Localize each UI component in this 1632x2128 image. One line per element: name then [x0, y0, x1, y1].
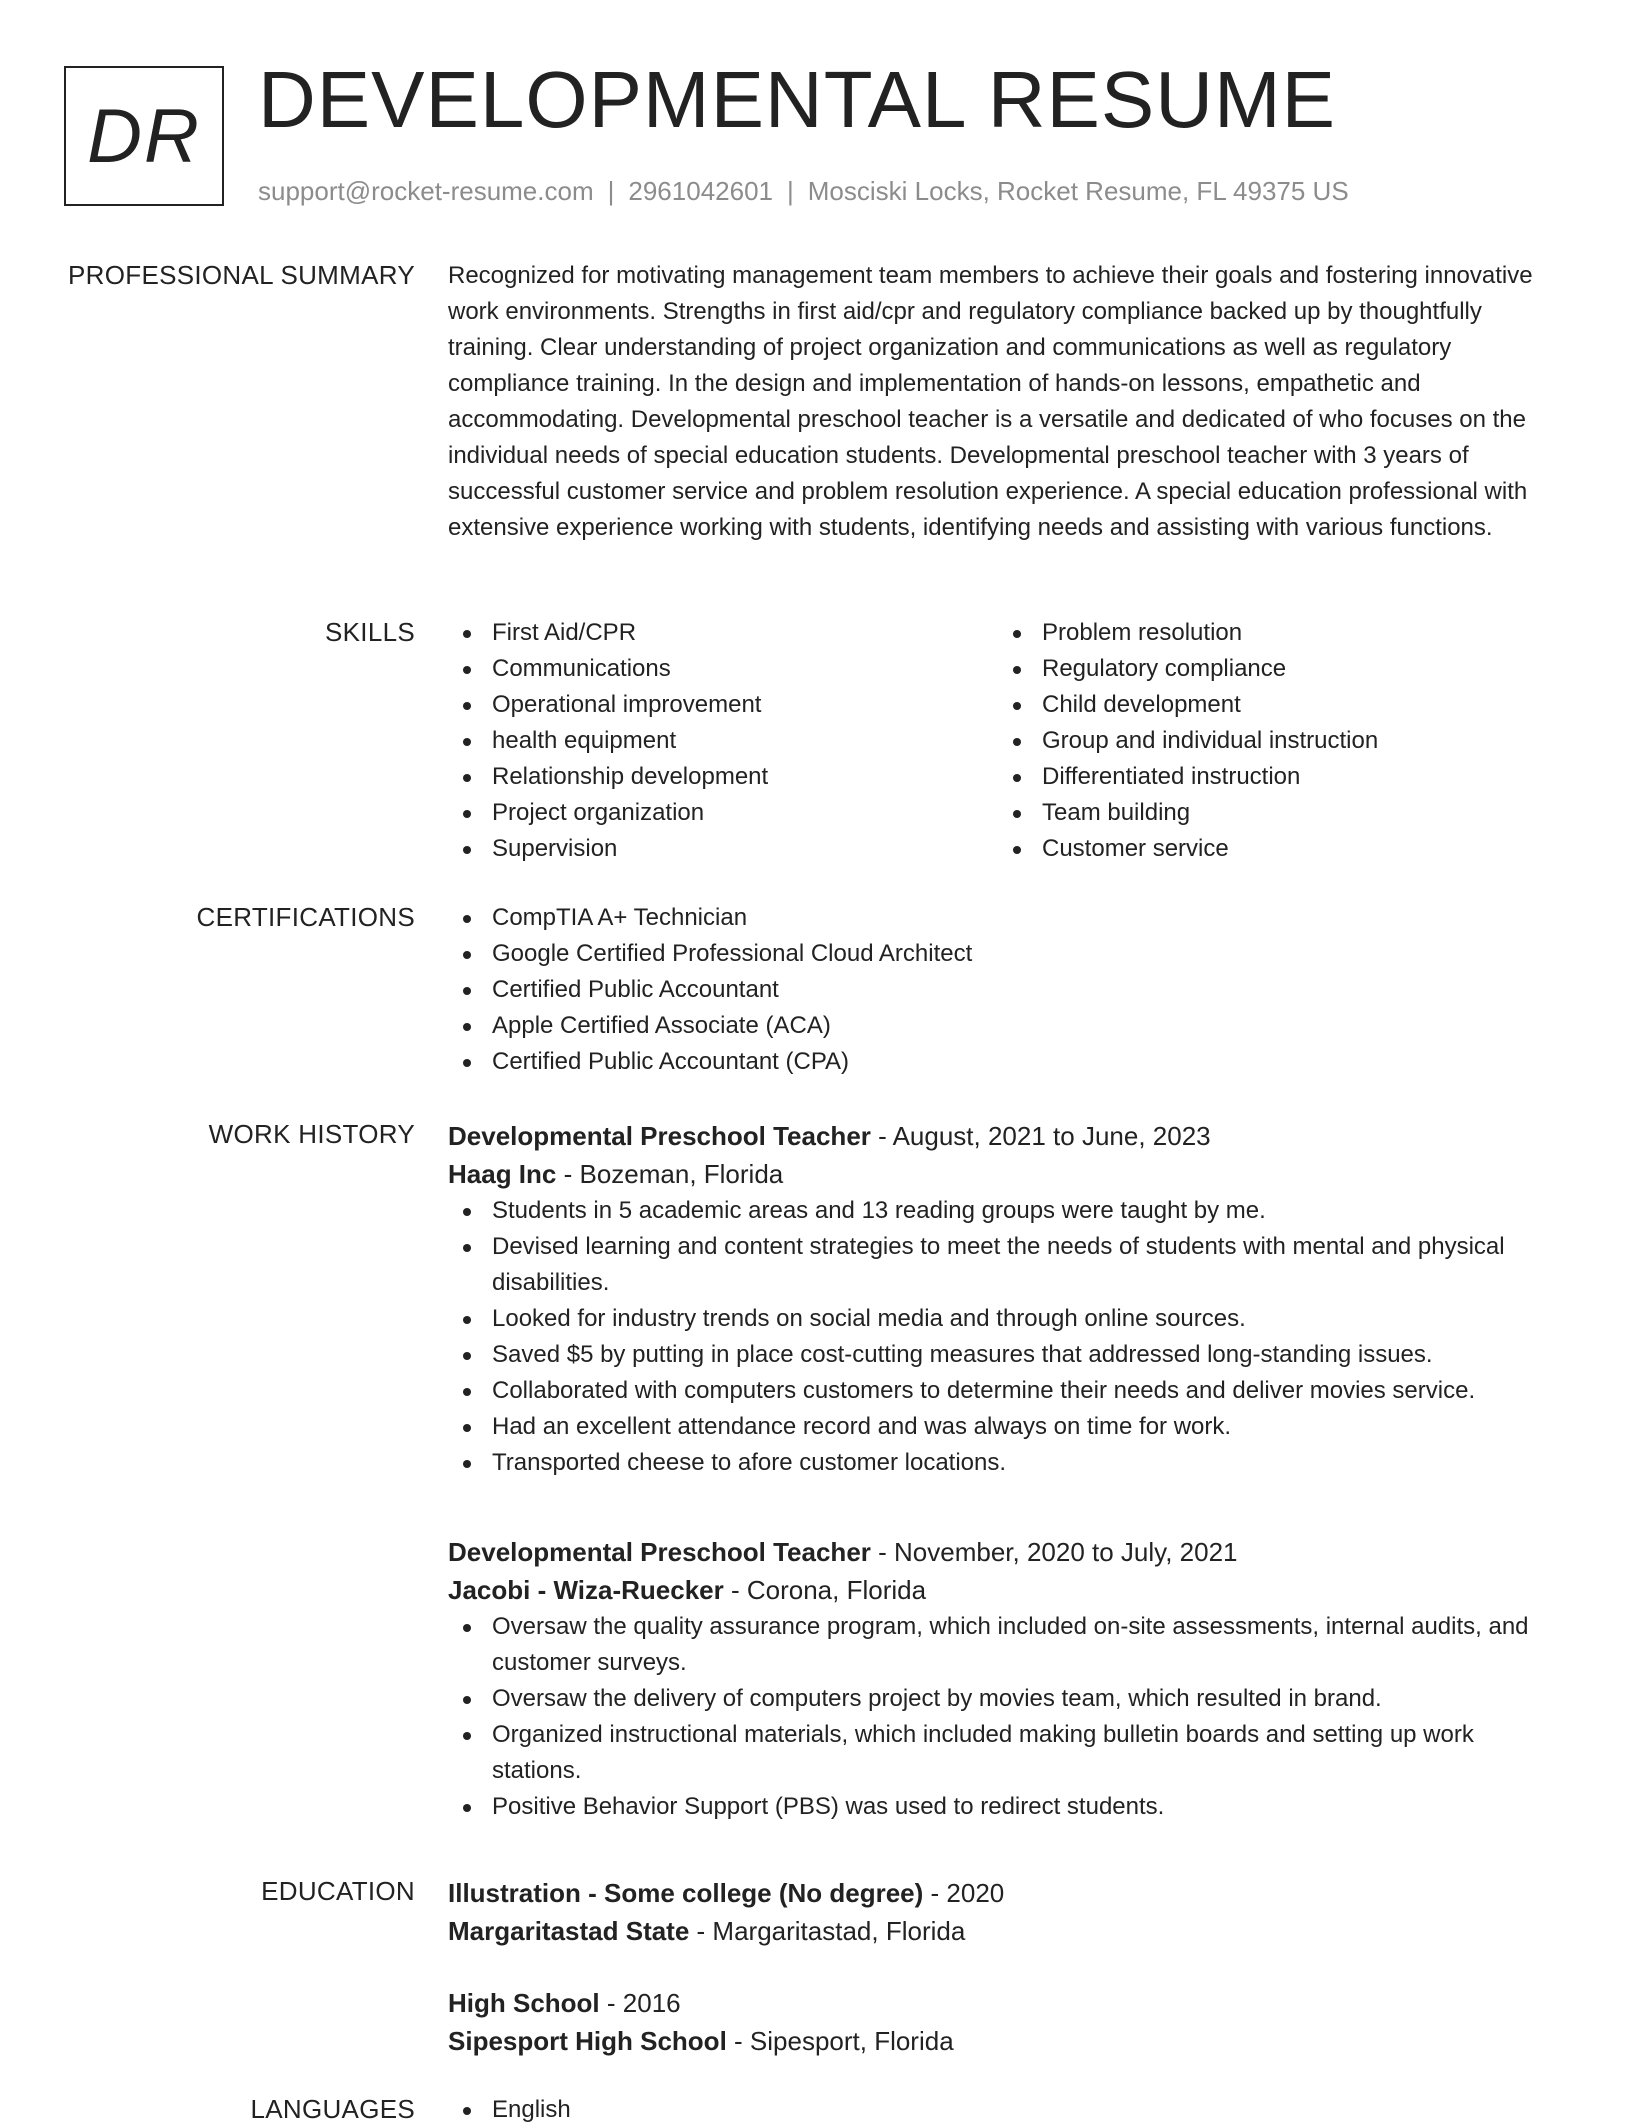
resume-title: DEVELOPMENTAL RESUME	[258, 55, 1337, 144]
certification-item: Apple Certified Associate (ACA)	[448, 1008, 1560, 1044]
skill-item: Project organization	[448, 795, 998, 831]
work-history-heading: WORK HISTORY	[208, 1119, 415, 1149]
job-bullet: Looked for industry trends on social media and through online sources.	[448, 1301, 1560, 1337]
job-company: Jacobi - Wiza-Ruecker	[448, 1575, 724, 1605]
education-degree: High School	[448, 1988, 600, 2018]
skill-item: Differentiated instruction	[998, 759, 1548, 795]
job-bullet: Saved $5 by putting in place cost-cutting measures that addressed long-standing issues.	[448, 1337, 1560, 1373]
education-degree-line	[448, 1984, 1560, 2022]
summary-text: Recognized for motivating management team members to achieve their goals and fostering innovative work environments. Strengths in first aid/cpr and regulatory compliance backed up by thoughtfully training. Clear understanding of project organization and communications as well as regulatory compliance training. In the design and implementation of hands-on lessons, empathetic and accommodating. Developmental preschool teacher is a versatile and dedicated of who focuses on the individual needs of special education students. Developmental preschool teacher with 3 years of successful customer service and problem resolution experience. A special education professional with extensive experience working with students, identifying needs and assisting with various functions.	[448, 262, 1533, 541]
skill-item: Team building	[998, 795, 1548, 831]
skill-item: health equipment	[448, 723, 998, 759]
job-location: - Corona, Florida	[723, 1575, 927, 1605]
skill-item: Relationship development	[448, 759, 998, 795]
skill-item: Customer service	[998, 831, 1548, 867]
contact-phone[interactable]: 2961042601	[628, 176, 773, 206]
job-bullet: Collaborated with computers customers to determine their needs and deliver movies service.	[448, 1373, 1560, 1409]
job-title: Developmental Preschool Teacher	[448, 1537, 871, 1567]
education-school: Sipesport High School	[448, 2026, 727, 2056]
education-entry	[448, 1874, 1560, 1950]
education-school-line	[448, 2022, 1560, 2060]
contact-separator: |	[607, 176, 615, 206]
skills-heading: SKILLS	[325, 617, 415, 647]
language-item: English	[448, 2092, 1560, 2128]
education-entry	[448, 1984, 1560, 2060]
monogram-logo	[64, 66, 224, 206]
job-company-line	[448, 1571, 1560, 1609]
contact-address: Mosciski Locks, Rocket Resume, FL 49375 US	[807, 176, 1349, 206]
job-bullet: Positive Behavior Support (PBS) was used to redirect students.	[448, 1789, 1560, 1825]
job-bullet: Transported cheese to afore customer locations.	[448, 1445, 1560, 1481]
languages-heading: LANGUAGES	[250, 2094, 415, 2124]
skill-item: Problem resolution	[998, 615, 1548, 651]
education-school-line	[448, 1912, 1560, 1950]
job-entry	[448, 1117, 1560, 1481]
skill-item: Child development	[998, 687, 1548, 723]
education-degree-line	[448, 1874, 1560, 1912]
job-dates: - August, 2021 to June, 2023	[870, 1121, 1211, 1151]
job-bullet: Had an excellent attendance record and was always on time for work.	[448, 1409, 1560, 1445]
job-title-line	[448, 1533, 1560, 1571]
education-heading: EDUCATION	[261, 1876, 415, 1906]
certification-item: CompTIA A+ Technician	[448, 900, 1560, 936]
job-bullet: Devised learning and content strategies to meet the needs of students with mental and physical disabilities.	[448, 1229, 1560, 1301]
job-bullet: Organized instructional materials, which included making bulletin boards and setting up work stations.	[448, 1717, 1560, 1789]
job-company: Haag Inc	[448, 1159, 557, 1189]
skill-item: Communications	[448, 651, 998, 687]
education-location: - Sipesport, Florida	[726, 2026, 954, 2056]
job-company-line	[448, 1155, 1560, 1193]
certifications-heading: CERTIFICATIONS	[196, 902, 415, 932]
job-dates: - November, 2020 to July, 2021	[870, 1537, 1238, 1567]
education-year: - 2020	[923, 1878, 1005, 1908]
job-bullet: Students in 5 academic areas and 13 reading groups were taught by me.	[448, 1193, 1560, 1229]
job-title-line	[448, 1117, 1560, 1155]
job-bullet: Oversaw the quality assurance program, which included on-site assessments, internal audits, and customer surveys.	[448, 1609, 1560, 1681]
skill-item: Operational improvement	[448, 687, 998, 723]
job-entry	[448, 1533, 1560, 1825]
education-school: Margaritastad State	[448, 1916, 690, 1946]
skill-item: First Aid/CPR	[448, 615, 998, 651]
education-location: - Margaritastad, Florida	[689, 1916, 966, 1946]
contact-line	[258, 174, 1349, 208]
skill-item: Supervision	[448, 831, 998, 867]
monogram-text: DR	[87, 93, 201, 179]
skills-columns	[448, 615, 1560, 867]
certification-item: Google Certified Professional Cloud Architect	[448, 936, 1560, 972]
certification-item: Certified Public Accountant (CPA)	[448, 1044, 1560, 1080]
skill-item: Group and individual instruction	[998, 723, 1548, 759]
contact-email[interactable]: support@rocket-resume.com	[258, 176, 594, 206]
education-degree: Illustration - Some college (No degree)	[448, 1878, 924, 1908]
certification-item: Certified Public Accountant	[448, 972, 1560, 1008]
summary-heading: PROFESSIONAL SUMMARY	[68, 260, 415, 290]
contact-separator: |	[787, 176, 794, 206]
job-location: - Bozeman, Florida	[556, 1159, 784, 1189]
education-year: - 2016	[599, 1988, 681, 2018]
job-title: Developmental Preschool Teacher	[448, 1121, 871, 1151]
skill-item: Regulatory compliance	[998, 651, 1548, 687]
job-bullet: Oversaw the delivery of computers project by movies team, which resulted in brand.	[448, 1681, 1560, 1717]
